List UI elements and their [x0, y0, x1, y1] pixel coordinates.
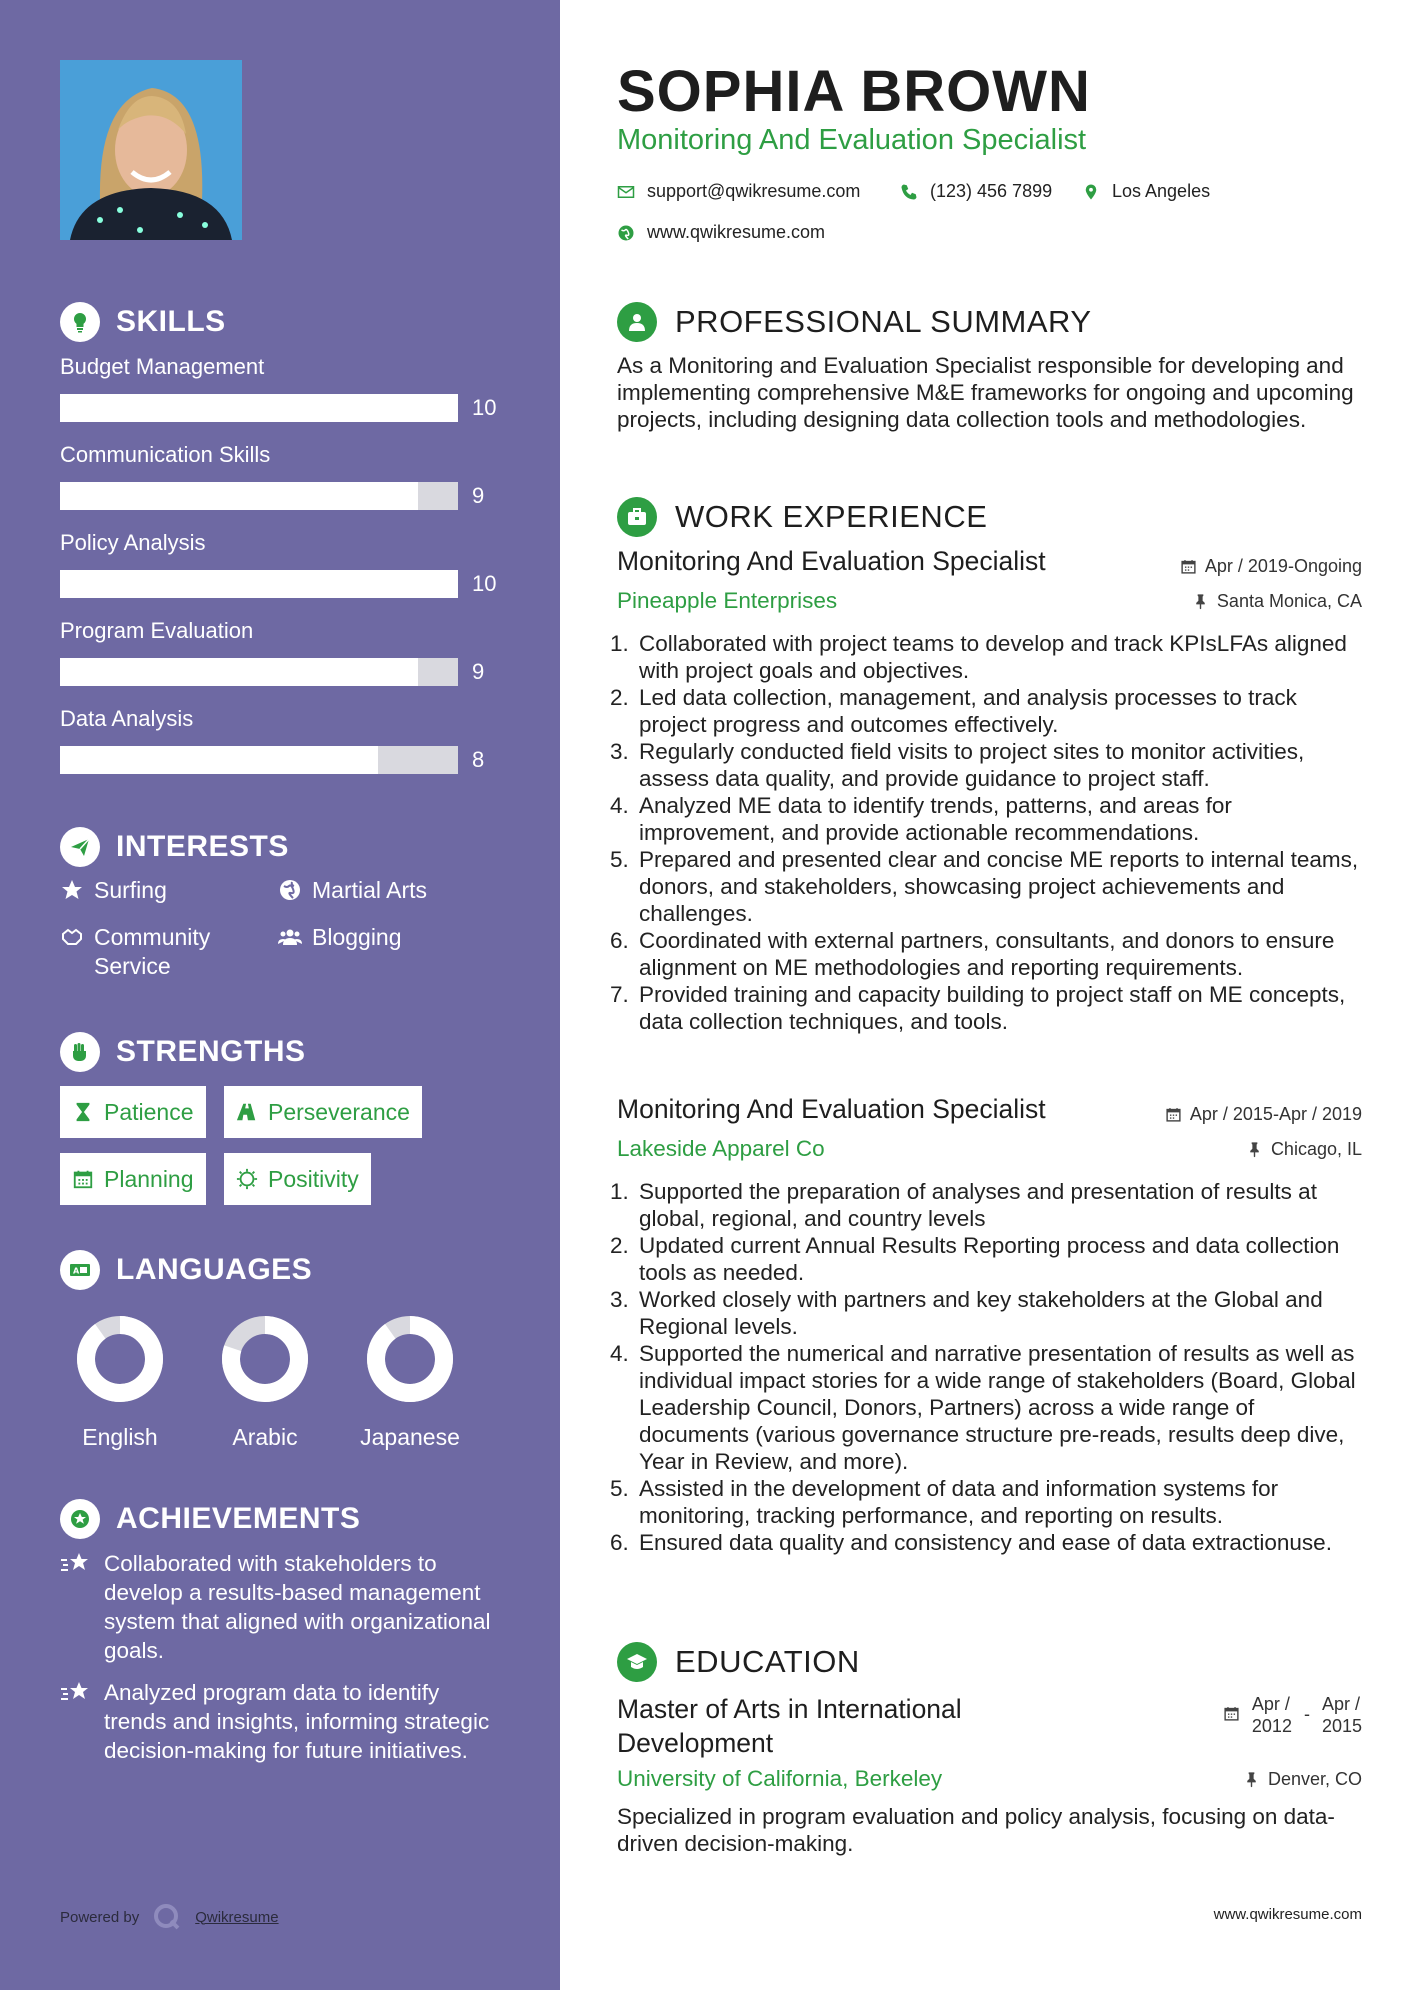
job-bullet: 4. Analyzed ME data to identify trends, patterns, and areas for improvement, and provide actionable recommendations. [635, 792, 1367, 846]
education-location-text: Denver, CO [1267, 1769, 1362, 1789]
footer-url[interactable]: www.qwikresume.com [1213, 1906, 1362, 1923]
interest-label: Community Service [94, 924, 211, 979]
skill-score: 8 [472, 747, 485, 772]
envelope-icon [617, 183, 635, 201]
degree-title: Master of Arts in International Development [617, 1694, 962, 1758]
lightbulb-icon [60, 302, 100, 342]
education-end-month: Apr / [1321, 1694, 1360, 1714]
skill-score: 10 [472, 395, 497, 420]
map-pin-icon [1082, 183, 1100, 201]
interest-label: Martial Arts [312, 877, 428, 903]
graduation-icon [617, 1642, 657, 1682]
job-bullet: 6. Coordinated with external partners, consultants, and donors to ensure alignment on ME methodologies and reporting requirements. [635, 927, 1367, 981]
job-title: Monitoring And Evaluation Specialist [617, 546, 1046, 576]
star-burst-icon [60, 1551, 92, 1577]
location-text: Los Angeles [1112, 181, 1211, 201]
skill-bar [60, 482, 458, 510]
pushpin-icon [1246, 1141, 1263, 1158]
skill-bar-fill [60, 394, 458, 422]
strength-label: Perseverance [268, 1098, 410, 1125]
calendar-icon [72, 1168, 94, 1190]
users-icon [278, 925, 302, 949]
job-bullet: 1. Collaborated with project teams to develop and track KPIsLFAs aligned with project goals and objectives. [635, 630, 1367, 684]
job-dates [1165, 1104, 1362, 1125]
interest-label: Blogging [312, 924, 402, 950]
paper-plane-icon [60, 827, 100, 867]
language-ring [367, 1316, 453, 1402]
job-location [1192, 591, 1362, 612]
summary-header [617, 302, 1092, 342]
main-content [560, 0, 1407, 1990]
skill-score: 9 [472, 659, 485, 684]
achievement-text: Analyzed program data to identify trends and insights, informing strategic decision-making for future initiatives. [104, 1680, 490, 1763]
hourglass-icon [72, 1101, 94, 1123]
job-bullet: 7. Provided training and capacity building to project staff on ME concepts, data collection techniques, and tools. [635, 981, 1367, 1035]
achievement-item [60, 1678, 500, 1765]
experience-header [617, 497, 987, 537]
job-company: Lakeside Apparel Co [617, 1136, 825, 1161]
job-bullets [617, 630, 1367, 1035]
contact-website[interactable] [617, 222, 825, 243]
skill-score: 9 [472, 483, 485, 508]
road-icon [236, 1101, 258, 1123]
strength-badge [224, 1153, 371, 1205]
achievements-header [60, 1499, 360, 1539]
language-ring-fill [86, 1325, 154, 1393]
education-dates [1223, 1693, 1362, 1737]
powered-by-label: Powered by [60, 1908, 140, 1926]
website-text: www.qwikresume.com [647, 222, 826, 242]
skill-bar-fill [60, 570, 458, 598]
job-bullet: 5. Prepared and presented clear and concise ME reports to internal teams, donors, and stakeholders, showcasing project achievements and challenges. [635, 846, 1367, 927]
job-bullet: 1. Supported the preparation of analyses and presentation of results at global, regional, and country levels [635, 1178, 1367, 1232]
strength-label: Positivity [268, 1165, 359, 1192]
globe-icon [278, 878, 302, 902]
calendar-icon [1223, 1705, 1240, 1722]
strengths-title: STRENGTHS [116, 1035, 306, 1068]
award-star-icon [60, 1499, 100, 1539]
star-burst-icon [60, 1680, 92, 1706]
strength-badge [224, 1086, 422, 1138]
education-end-year: 2015 [1321, 1716, 1362, 1736]
qwikresume-link[interactable]: Qwikresume [195, 1908, 279, 1926]
strength-label: Planning [104, 1165, 194, 1192]
job-bullet: 5. Assisted in the development of data and information systems for monitoring, tracking performance, and reporting on results. [635, 1475, 1367, 1529]
skill-bar-fill [60, 746, 378, 774]
language-item [350, 1316, 470, 1451]
globe-icon [617, 224, 635, 242]
education-title: EDUCATION [675, 1644, 860, 1679]
job-bullets [617, 1178, 1367, 1556]
calendar-icon [1165, 1106, 1182, 1123]
handshake-icon [60, 925, 84, 949]
achievements-title: ACHIEVEMENTS [116, 1502, 361, 1535]
job-bullet: 4. Supported the numerical and narrative presentation of results as well as individual impact stories for a wide range of stakeholders (Board, Global Leadership Council, Donors, Partners) across a wide range of documents (various governance structure pre-reads, results deep dive, Year in Review, and more). [635, 1340, 1367, 1475]
skills-title: SKILLS [116, 305, 226, 338]
person-role: Monitoring And Evaluation Specialist [617, 124, 1087, 156]
user-icon [617, 302, 657, 342]
skill-bar [60, 746, 458, 774]
language-ring [222, 1316, 308, 1402]
language-icon [60, 1250, 100, 1290]
contact-phone[interactable] [900, 181, 1052, 202]
job-dates-text: Apr / 2019-Ongoing [1204, 556, 1362, 576]
briefcase-icon [617, 497, 657, 537]
skill-name: Budget Management [60, 354, 265, 379]
job-bullet: 6. Ensured data quality and consistency and ease of data extractionuse. [635, 1529, 1367, 1556]
phone-text: (123) 456 7899 [930, 181, 1053, 201]
language-item [60, 1316, 180, 1451]
achievement-text: Collaborated with stakeholders to develop a results-based management system that aligned with organizational goals. [104, 1551, 491, 1663]
interests-header [60, 827, 289, 867]
achievement-item [60, 1549, 500, 1665]
languages-header [60, 1250, 312, 1290]
interests-title: INTERESTS [116, 830, 289, 863]
job-location [1246, 1139, 1362, 1160]
job-location-text: Santa Monica, CA [1216, 591, 1362, 611]
job-bullet: 2. Led data collection, management, and analysis processes to track project progress and outcomes effectively. [635, 684, 1367, 738]
skill-name: Program Evaluation [60, 618, 254, 643]
job-bullet: 3. Worked closely with partners and key stakeholders at the Global and Regional levels. [635, 1286, 1367, 1340]
skill-name: Communication Skills [60, 442, 271, 467]
email-text: support@qwikresume.com [647, 181, 861, 201]
interest-item [278, 876, 427, 905]
sidebar [0, 0, 560, 1990]
education-description: Specialized in program evaluation and policy analysis, focusing on data-driven decision-making. [617, 1804, 1335, 1856]
strength-badge [60, 1086, 206, 1138]
job-bullet: 2. Updated current Annual Results Reporting process and data collection tools as needed. [635, 1232, 1367, 1286]
job-bullet: 3. Regularly conducted field visits to project sites to monitor activities, assess data quality, and provide guidance to project staff. [635, 738, 1367, 792]
skill-bar [60, 394, 458, 422]
skill-bar-fill [60, 658, 418, 686]
strengths-header [60, 1032, 306, 1072]
phone-icon [900, 183, 918, 201]
education-header [617, 1642, 860, 1682]
education-start-month: Apr / [1251, 1694, 1290, 1714]
strength-label: Patience [104, 1098, 194, 1125]
date-separator: - [1303, 1704, 1310, 1724]
job-company: Pineapple Enterprises [617, 588, 838, 613]
star-icon [60, 878, 84, 902]
strength-badge [60, 1153, 206, 1205]
job-title: Monitoring And Evaluation Specialist [617, 1094, 1046, 1124]
summary-title: PROFESSIONAL SUMMARY [675, 304, 1092, 339]
profile-photo [60, 60, 242, 240]
skill-name: Data Analysis [60, 706, 194, 731]
education-end [1322, 1693, 1362, 1737]
language-item [205, 1316, 325, 1451]
job-dates-text: Apr / 2015-Apr / 2019 [1189, 1104, 1362, 1124]
person-name: SOPHIA BROWN [617, 59, 1091, 124]
powered-by [60, 1903, 279, 1931]
job-location-text: Chicago, IL [1270, 1139, 1362, 1159]
fist-icon [60, 1032, 100, 1072]
interest-item [60, 923, 250, 981]
summary-text: As a Monitoring and Evaluation Specialist responsible for developing and implementing comprehensive M&E frameworks for ongoing and upcoming projects, including designing data collection tools and methodologies. [617, 353, 1354, 432]
pushpin-icon [1243, 1771, 1260, 1788]
qwikresume-logo-icon [153, 1903, 181, 1931]
education-location [1243, 1769, 1362, 1790]
education-start-year: 2012 [1251, 1716, 1292, 1736]
contact-location [1082, 181, 1210, 202]
school-name: University of California, Berkeley [617, 1766, 943, 1791]
language-name: Arabic [232, 1424, 298, 1450]
svg-text:A: A [73, 1266, 80, 1276]
contact-email[interactable] [617, 181, 860, 202]
sun-icon [236, 1168, 258, 1190]
interest-item [278, 923, 402, 952]
language-ring [77, 1316, 163, 1402]
job-dates [1180, 556, 1362, 577]
language-ring-fill [376, 1325, 444, 1393]
skill-bar [60, 658, 458, 686]
skill-score: 10 [472, 571, 497, 596]
skill-name: Policy Analysis [60, 530, 206, 555]
experience-title: WORK EXPERIENCE [675, 499, 988, 534]
language-name: English [82, 1424, 158, 1450]
skill-bar [60, 570, 458, 598]
interest-item [60, 876, 167, 905]
interest-label: Surfing [94, 877, 167, 903]
skill-bar-fill [60, 482, 418, 510]
pushpin-icon [1192, 593, 1209, 610]
language-name: Japanese [360, 1424, 460, 1450]
skills-header [60, 302, 226, 342]
education-start [1252, 1693, 1292, 1737]
languages-title: LANGUAGES [116, 1253, 313, 1286]
calendar-icon [1180, 558, 1197, 575]
